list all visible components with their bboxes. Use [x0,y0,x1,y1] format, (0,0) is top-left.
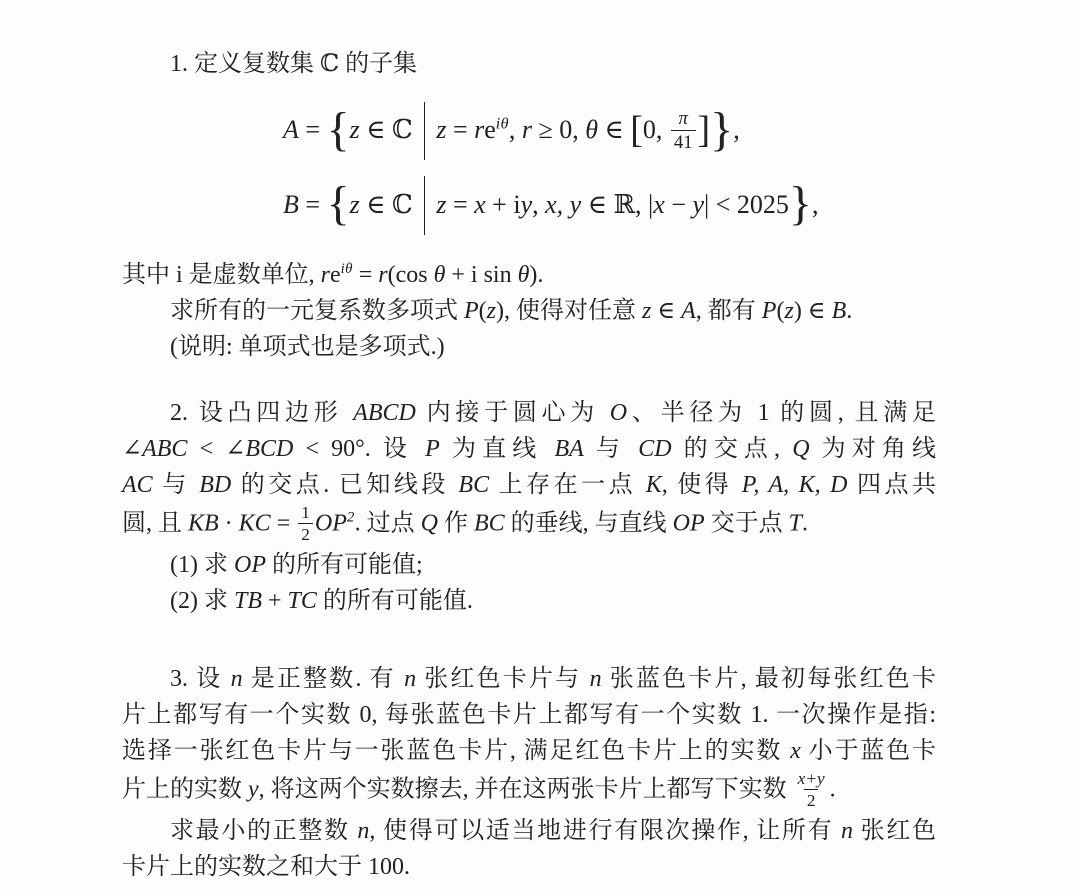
math-italic: Q [792,436,810,462]
text-run: (2) 求 [170,588,234,615]
math-italic: ABCD [353,400,416,426]
math-italic: y [520,189,533,219]
fraction-denominator: 41 [671,130,696,154]
math-italic: x [653,189,665,219]
math-roman: · [218,510,239,537]
math-italic: r [378,262,388,288]
math-italic: BD [199,472,232,498]
text-run: 张红色卡片与 [416,666,590,693]
text-run: 与 [152,472,200,498]
math-roman: ∈ ℝ, | [581,189,654,219]
text-run: 2. 设凸四边形 [170,400,354,426]
math-roman: − [664,189,693,219]
text-run: , 使得对任意 [504,298,643,324]
text-run: (1) 求 [170,552,234,579]
math-italic: n [230,666,243,693]
problem-3-line-2 [122,697,936,733]
problem-1-line-2 [122,293,936,329]
document-body [122,46,936,885]
math-roman: . [829,776,836,803]
math-italic: z [784,298,794,324]
big-delimiter: } [710,102,734,156]
math-italic: y [692,189,705,219]
math-italic: P [761,298,777,324]
math-roman: = [446,189,475,219]
text-run: , 使得 [661,472,742,498]
big-delimiter: { [326,177,350,231]
text-run: 片上都写有一个实数 0, 每张蓝色卡片上都写有一个实数 1. 一次操作是指: [122,702,936,729]
math-italic: z [349,115,360,145]
math-roman: ∈ [651,298,682,324]
text-run: 设 [382,436,426,462]
text-run: , 都有 [695,298,762,324]
math-roman: . [802,510,808,537]
math-roman: = [298,189,327,219]
problem-2-line-1 [122,395,936,431]
math-italic: P [425,436,440,462]
text-run: 1. 定义复数集 ℂ 的子集 [170,51,418,77]
math-roman: | < 2025 [704,189,789,219]
math-italic: BCD [245,436,294,462]
text-run: 张蓝色卡片, 最初每张红色卡 [601,666,936,693]
text-run: , 使得可以适当地进行有限次操作, 让所有 [369,818,841,845]
text-run: 为直线 [439,436,555,462]
math-italic: r [521,115,532,145]
text-run: 是正整数. 有 [242,666,405,693]
math-italic: OP [672,510,705,537]
math-italic: A [681,298,696,324]
math-italic: ABC [142,436,188,462]
problem-3-line-4 [122,769,936,813]
math-roman: 0, [642,115,669,145]
math-roman: ). [529,262,544,288]
text-run: (说明: 单项式也是多项式.) [170,334,445,360]
math-italic: P, A, K, D [741,472,848,498]
text-run: 为对角线 [809,436,937,462]
math-roman: < ∠ [187,436,246,462]
math-roman: = [446,115,475,145]
superscript: 2 [346,509,355,526]
math-italic: n [840,818,853,845]
math-roman: ( [776,298,785,324]
math-italic: OP [233,552,266,579]
math-roman: + i [485,189,521,219]
text-run: 圆, 且 [122,510,188,537]
math-roman: , [532,189,546,219]
math-roman: . [846,298,853,324]
text-run: 卡片上的实数之和大于 100. [122,854,410,881]
text-run: , 将这两个实数擦去, 并在这两张卡片上都写下实数 [258,776,793,803]
math-italic: r [320,262,331,288]
text-run: 的交点. 已知线段 [231,472,459,498]
math-roman: < 90°. [293,436,383,462]
math-italic: CD [638,436,672,462]
math-italic: n [404,666,417,693]
fraction-numerator: 1 [301,502,310,522]
text-run: 的所有可能值. [316,588,473,615]
text-run: 片上的实数 [122,776,248,803]
problem-3-line-6 [122,849,936,885]
text-run: 的垂线, 与直线 [504,510,673,537]
math-roman: , [508,115,522,145]
math-roman: ∈ ℂ [359,115,413,145]
problem-3-line-1 [122,661,936,697]
math-roman: ∈ ℂ [359,189,413,219]
fraction-denominator: 2 [298,523,313,546]
text-run: 求最小的正整数 [170,818,358,845]
text-run: 小于蓝色卡 [800,738,937,765]
math-italic: KC [238,510,271,537]
text-run: 内接于圆心为 [415,400,610,426]
problem-1-line-1 [122,257,936,293]
math-italic: TB [233,588,262,615]
fraction-denominator: 2 [804,789,819,812]
math-italic: BC [473,510,505,537]
text-run: 上存在一点 [489,472,646,498]
text-run: . 过点 [354,510,421,537]
math-roman: ) [496,298,505,324]
math-italic: n [589,666,602,693]
text-run: 四点共 [847,472,937,498]
set-builder-bar [424,102,426,161]
math-roman: = [352,262,379,288]
math-roman: ≥ 0, [531,115,586,145]
math-italic: O [609,400,628,426]
math-italic: Q [420,510,438,537]
math-italic: n [357,818,370,845]
math-italic: z [486,298,497,324]
math-italic: K [645,472,662,498]
problem-1-heading [122,46,936,82]
big-delimiter: ] [697,109,711,151]
problem-1-note [122,329,936,365]
math-italic: B [283,189,299,219]
problem-2-part-1 [122,547,936,583]
math-italic: y [248,776,259,803]
text-run: 选择一张红色卡片与一张蓝色卡片, 满足红色卡片上的实数 [122,738,791,765]
equation-set-A [283,96,936,169]
fraction-numerator: π [678,107,688,129]
text-run: 其中 i 是虚数单位, [122,262,321,288]
math-roman: + i sin [445,262,518,288]
math-italic: z [436,115,447,145]
math-roman: e [484,115,496,145]
math-italic: P [464,298,479,324]
inline-fraction [298,502,313,546]
math-italic: AC [122,472,153,498]
math-italic: T [788,510,802,537]
problem-2-part-2 [122,583,936,619]
inline-fraction [671,107,696,155]
text-run: 的所有可能值; [265,552,423,579]
big-delimiter: { [326,102,350,156]
math-italic: r [474,115,485,145]
text-run: 交于点 [704,510,789,537]
math-italic: x, y [545,189,582,219]
math-roman: e [330,262,341,288]
text-run: 作 [437,510,474,537]
set-builder-bar [424,176,426,235]
math-italic: z [642,298,652,324]
math-roman: + [262,588,288,615]
math-roman: ( [478,298,487,324]
math-roman: ∈ [598,115,631,145]
math-italic: x [474,189,486,219]
math-roman: ∠ [122,436,143,462]
equation-set-B [283,171,936,244]
math-roman: = [298,115,327,145]
math-italic: BA [554,436,584,462]
fraction-numerator: x+y [797,768,825,788]
big-delimiter: } [788,177,812,231]
math-italic: BC [458,472,490,498]
math-roman: = [270,510,297,537]
math-roman: , [812,189,819,219]
inline-fraction [795,768,828,812]
problem-2-line-3 [122,467,936,503]
problem-2-line-2 [122,431,936,467]
math-italic: θ [585,115,599,145]
math-italic: θ [433,262,446,288]
math-italic: z [436,189,447,219]
problem-3-line-3 [122,733,936,769]
text-run: 、半径为 1 的圆, 且满足 [627,400,937,426]
math-italic: θ [517,262,530,288]
math-italic: x [790,738,801,765]
superscript: iθ [495,115,509,133]
big-delimiter: [ [630,109,643,151]
text-run: 张红色 [852,818,937,845]
math-italic: KB [188,510,219,537]
math-italic: A [283,115,299,145]
text-run: 与 [583,436,639,462]
math-italic: OP [314,510,347,537]
text-run: 的交点, [671,436,793,462]
math-roman: ) ∈ [793,298,832,324]
math-italic: B [831,298,847,324]
text-run: 3. 设 [170,666,231,693]
math-roman: (cos [387,262,434,288]
math-italic: TC [287,588,317,615]
problem-2-line-4 [122,503,936,547]
math-roman: , [733,115,740,145]
math-italic: z [349,189,360,219]
text-run: 求所有的一元复系数多项式 [170,298,464,324]
superscript: iθ [340,261,353,277]
problem-3-line-5 [122,813,936,849]
